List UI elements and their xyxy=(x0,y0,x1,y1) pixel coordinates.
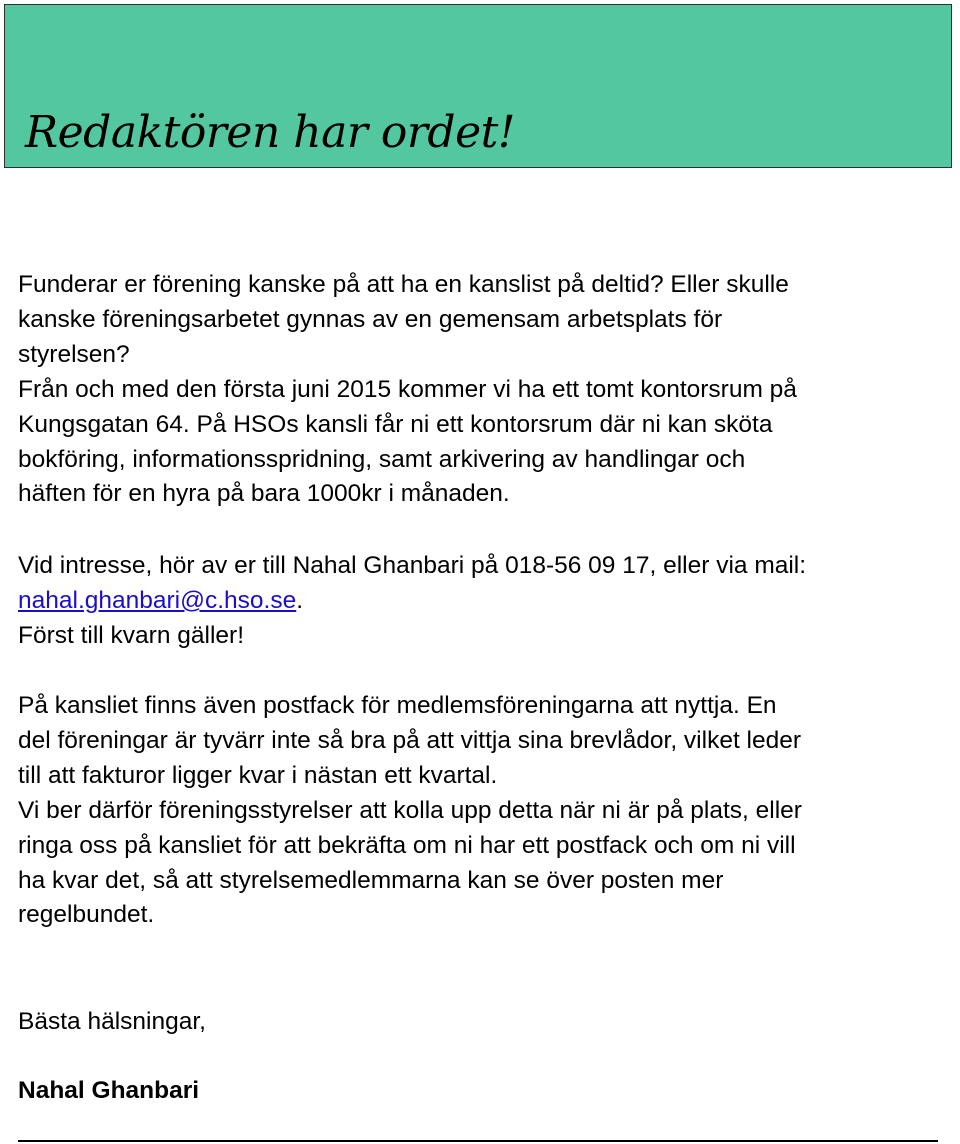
signature: Nahal Ghanbari xyxy=(18,1077,200,1104)
text-line: styrelsen? xyxy=(18,340,130,368)
paragraph-office-offer xyxy=(18,268,948,512)
closing-greeting: Bästa hälsningar, xyxy=(18,1008,206,1035)
text-line: del föreningar är tyvärr inte så bra på att vittja sina brevlådor, vilket leder xyxy=(18,726,802,754)
text-line: Funderar er förening kanske på att ha en kanslist på deltid? Eller skulle xyxy=(18,271,789,298)
page-title: Redaktören har ordet! xyxy=(25,107,515,158)
text-line: Vi ber därför föreningsstyrelser att kolla upp detta när ni är på plats, eller xyxy=(18,796,802,824)
text-line: Kungsgatan 64. På HSOs kansli får ni ett kontorsrum där ni kan sköta xyxy=(18,410,773,438)
email-suffix: . xyxy=(296,586,304,614)
email-line xyxy=(18,584,948,619)
bottom-divider xyxy=(18,1140,938,1142)
text-line: häften för en hyra på bara 1000kr i månaden. xyxy=(18,480,510,508)
paragraph-contact xyxy=(18,549,948,654)
text-line: Från och med den första juni 2015 kommer vi ha ett tomt kontorsrum på xyxy=(18,375,797,403)
text-line: till att fakturor ligger kvar i nästan ett kvartal. xyxy=(18,761,498,789)
header-banner xyxy=(4,4,952,168)
text-line: ringa oss på kansliet för att bekräfta om ni har ett postfack och om ni vill xyxy=(18,831,796,859)
email-link[interactable]: nahal.ghanbari@c.hso.se xyxy=(18,586,297,614)
paragraph-postbox xyxy=(18,689,948,933)
text-line: Först till kvarn gäller! xyxy=(18,621,245,649)
text-line: kanske föreningsarbetet gynnas av en gemensam arbetsplats för xyxy=(18,305,723,333)
text-line: ha kvar det, så att styrelsemedlemmarna kan se över posten mer xyxy=(18,866,724,894)
text-line: regelbundet. xyxy=(18,901,155,929)
text-line: På kansliet finns även postfack för medlemsföreningarna att nyttja. En xyxy=(18,692,777,719)
text-line: Vid intresse, hör av er till Nahal Ghanbari på 018-56 09 17, eller via mail: xyxy=(18,552,807,579)
text-line: bokföring, informationsspridning, samt arkivering av handlingar och xyxy=(18,445,746,473)
